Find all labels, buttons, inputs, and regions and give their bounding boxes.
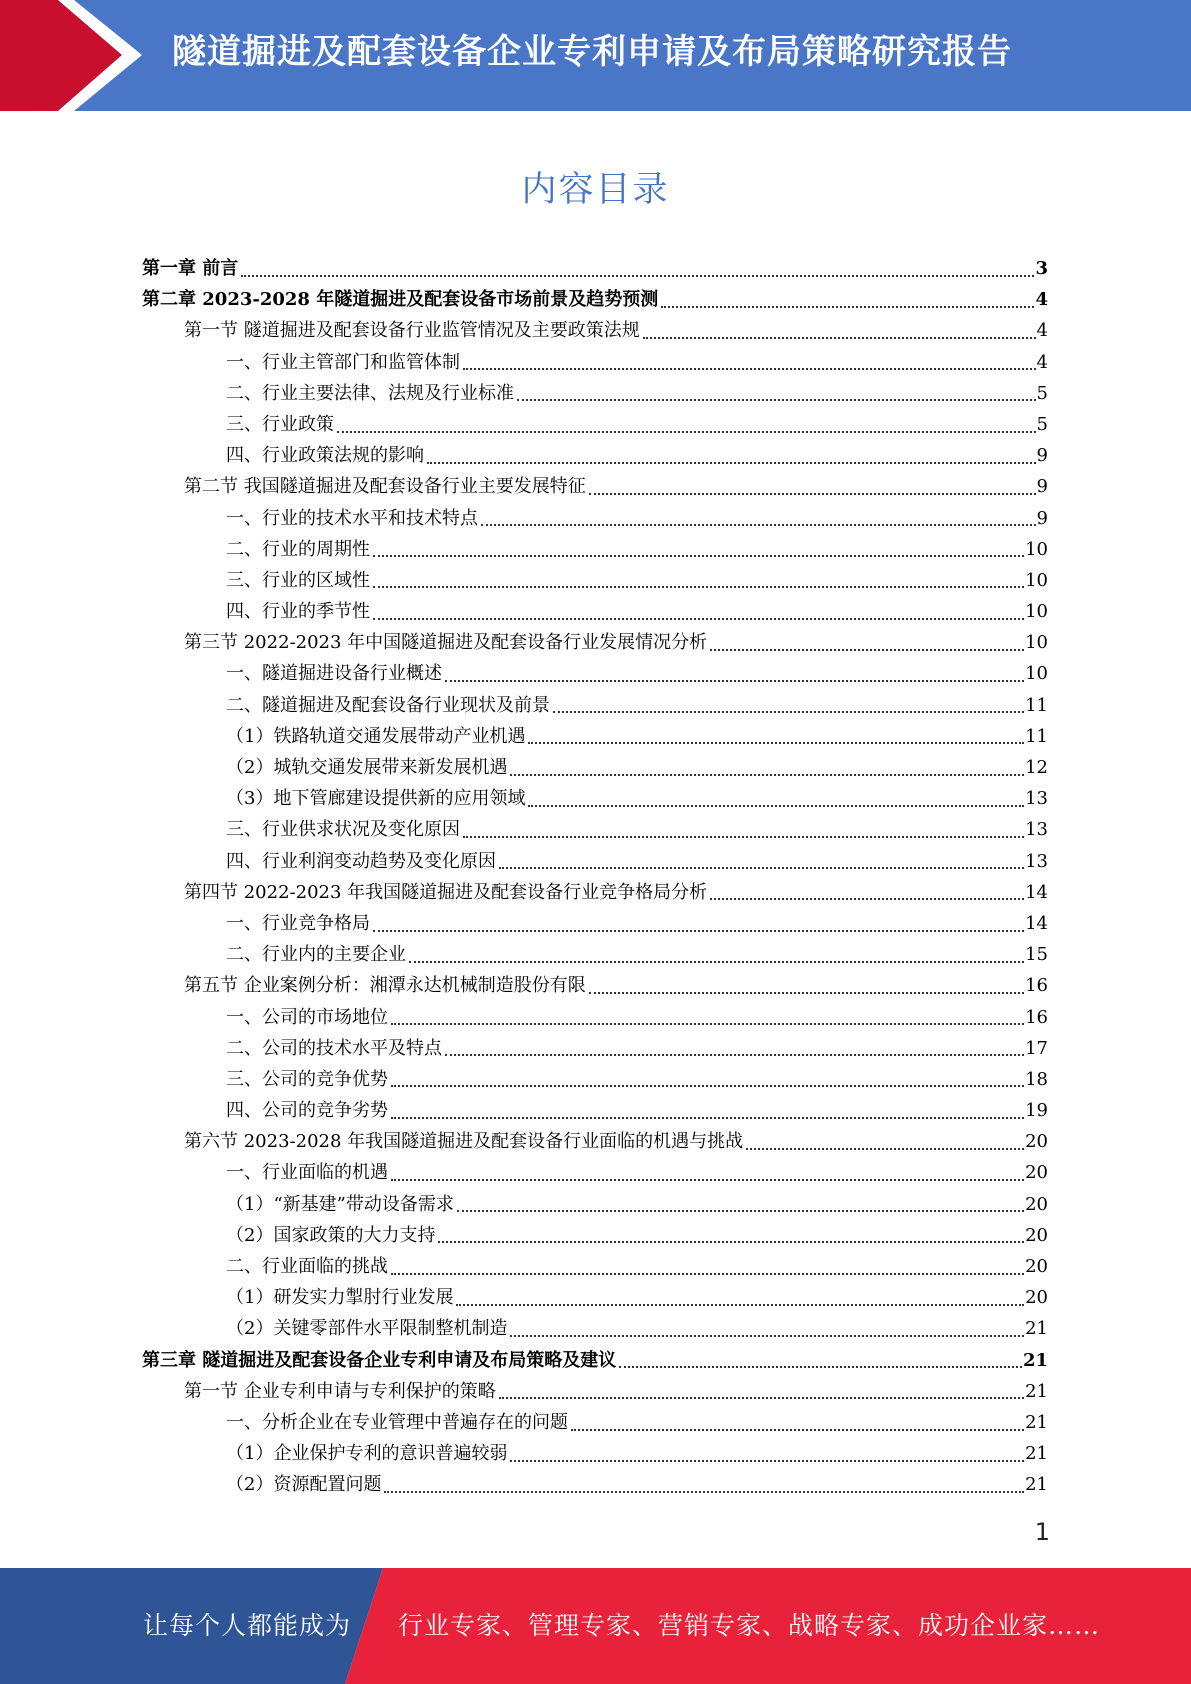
toc-dot-leader [481, 524, 1036, 526]
toc-dot-leader [373, 930, 1024, 932]
toc-entry[interactable] [142, 1469, 1048, 1500]
toc-entry-page: 10 [1025, 601, 1048, 623]
toc-entry-title: 三、公司的竞争优势 [226, 1068, 388, 1090]
toc-entry[interactable] [142, 1407, 1048, 1438]
toc-entry-title: 第一节 企业专利申请与专利保护的策略 [184, 1380, 496, 1402]
toc-entry[interactable] [142, 1438, 1048, 1469]
toc-entry[interactable] [142, 1126, 1048, 1157]
toc-entry[interactable] [142, 440, 1048, 471]
toc-entry[interactable] [142, 627, 1048, 658]
toc-entry-title: 一、行业的技术水平和技术特点 [226, 507, 478, 529]
toc-entry-page: 9 [1036, 445, 1048, 467]
toc-entry-page: 11 [1025, 694, 1048, 716]
toc-entry-page: 3 [1035, 258, 1048, 279]
footer-slogan-right: 行业专家、管理专家、营销专家、战略专家、成功企业家…… [398, 1611, 1101, 1640]
toc-entry-title: 第三节 2022-2023 年中国隧道掘进及配套设备行业发展情况分析 [184, 632, 708, 654]
toc-entry-page: 10 [1025, 538, 1048, 560]
toc-entry-title: 二、行业内的主要企业 [226, 944, 406, 966]
toc-entry-page: 4 [1036, 320, 1048, 342]
toc-entry-page: 5 [1036, 382, 1048, 404]
toc-dot-leader [589, 992, 1024, 994]
toc-entry-page: 16 [1025, 1006, 1048, 1028]
toc-entry-title: 四、行业利润变动趋势及变化原因 [226, 850, 496, 872]
toc-entry-page: 15 [1025, 944, 1048, 966]
toc-entry[interactable] [142, 1157, 1048, 1188]
toc-entry-page: 10 [1025, 663, 1048, 685]
toc-entry[interactable] [142, 1033, 1048, 1064]
toc-entry-title: （2）国家政策的大力支持 [226, 1224, 436, 1246]
toc-entry-title: 四、公司的竞争劣势 [226, 1100, 388, 1122]
toc-entry[interactable] [142, 814, 1048, 845]
toc-entry-page: 11 [1025, 725, 1048, 747]
toc-entry[interactable] [142, 409, 1048, 440]
toc-entry-title: 一、行业竞争格局 [226, 912, 370, 934]
toc-title: 内容目录 [521, 170, 670, 210]
toc-entry-page: 14 [1025, 881, 1048, 903]
toc-entry[interactable] [142, 1282, 1048, 1313]
toc-entry-page: 14 [1025, 912, 1048, 934]
toc-dot-leader [463, 368, 1036, 370]
toc-dot-leader [710, 898, 1024, 900]
toc-dot-leader [391, 1273, 1024, 1275]
toc-entry[interactable] [142, 721, 1048, 752]
toc-entry-title: （2）资源配置问题 [226, 1474, 382, 1496]
toc-entry-page: 21 [1025, 1318, 1048, 1340]
toc-entry-page: 5 [1036, 413, 1048, 435]
toc-dot-leader [445, 1054, 1024, 1056]
toc-entry-title: 一、行业主管部门和监管体制 [226, 351, 460, 373]
toc-entry-title: （1）“新基建”带动设备需求 [226, 1193, 454, 1215]
toc-entry[interactable] [142, 658, 1048, 689]
toc-dot-leader [373, 618, 1024, 620]
toc-dot-leader [409, 961, 1024, 963]
toc-entry[interactable] [142, 1002, 1048, 1033]
toc-entry-title: 一、公司的市场地位 [226, 1006, 388, 1028]
toc-entry-title: 第一节 隧道掘进及配套设备行业监管情况及主要政策法规 [184, 320, 640, 342]
toc-entry-page: 9 [1036, 507, 1048, 529]
toc-entry[interactable] [142, 1220, 1048, 1251]
toc-dot-leader [619, 1366, 1022, 1368]
toc-dot-leader [463, 836, 1024, 838]
header-banner [0, 0, 1191, 111]
toc-dot-leader [528, 805, 1024, 807]
toc-entry[interactable] [142, 939, 1048, 970]
toc-entry[interactable] [142, 1376, 1048, 1407]
toc-entry-page: 13 [1025, 850, 1048, 872]
toc-entry-title: （1）铁路轨道交通发展带动产业机遇 [226, 725, 526, 747]
toc-entry[interactable] [142, 783, 1048, 814]
footer-banner [0, 1568, 1191, 1684]
toc-entry-title: 三、行业政策 [226, 413, 334, 435]
toc-entry[interactable] [142, 1064, 1048, 1095]
toc-dot-leader [553, 711, 1024, 713]
toc-entry-page: 10 [1025, 569, 1048, 591]
toc-dot-leader [438, 1241, 1024, 1243]
toc-dot-leader [510, 774, 1024, 776]
toc-entry-title: 第二节 我国隧道掘进及配套设备行业主要发展特征 [184, 476, 586, 498]
toc-dot-leader [499, 867, 1024, 869]
toc-dot-leader [241, 275, 1034, 277]
toc-entry-page: 4 [1035, 289, 1048, 311]
toc-dot-leader [643, 337, 1036, 339]
toc-entry-title: 第一章 前言 [142, 258, 239, 279]
toc-entry-page: 19 [1025, 1100, 1048, 1122]
toc-dot-leader [391, 1117, 1024, 1119]
toc-dot-leader [510, 1460, 1024, 1462]
toc-entry-title: 二、行业的周期性 [226, 538, 370, 560]
toc-entry-title: 一、分析企业在专业管理中普遍存在的问题 [226, 1411, 568, 1433]
toc-entry[interactable] [142, 565, 1048, 596]
toc-entry-title: 第二章 2023-2028 年隧道掘进及配套设备市场前景及趋势预测 [142, 289, 659, 311]
toc-entry-title: 四、行业的季节性 [226, 601, 370, 623]
toc-entry-page: 20 [1025, 1287, 1048, 1309]
toc-entry-page: 21 [1025, 1411, 1048, 1433]
toc-dot-leader [337, 431, 1036, 433]
toc-entry-page: 21 [1025, 1474, 1048, 1496]
toc-dot-leader [391, 1023, 1024, 1025]
toc-entry[interactable] [142, 970, 1048, 1001]
toc-entry[interactable] [142, 1345, 1048, 1376]
toc-entry[interactable] [142, 690, 1048, 721]
toc-entry[interactable] [142, 471, 1048, 502]
toc-entry[interactable] [142, 347, 1048, 378]
toc-entry-title: 第五节 企业案例分析：湘潭永达机械制造股份有限 [184, 975, 586, 997]
toc-dot-leader [528, 742, 1024, 744]
toc-entry-title: （1）企业保护专利的意识普遍较弱 [226, 1443, 508, 1465]
toc-entry[interactable] [142, 534, 1048, 565]
toc-entry-page: 18 [1025, 1068, 1048, 1090]
toc-entry-title: （3）地下管廊建设提供新的应用领域 [226, 788, 526, 810]
toc-entry-title: 一、行业面临的机遇 [226, 1162, 388, 1184]
toc-entry[interactable] [142, 1189, 1048, 1220]
footer-slogan-left: 让每个人都能成为 [143, 1611, 352, 1640]
toc-entry-title: 第三章 隧道掘进及配套设备企业专利申请及布局策略及建议 [142, 1349, 617, 1371]
toc-dot-leader [456, 1304, 1024, 1306]
toc-entry-page: 17 [1025, 1037, 1048, 1059]
toc-dot-leader [589, 493, 1036, 495]
toc-entry-page: 12 [1025, 757, 1048, 778]
toc-dot-leader [661, 306, 1034, 308]
toc-dot-leader [571, 1429, 1024, 1431]
toc-entry[interactable] [142, 1095, 1048, 1126]
toc-entry-page: 16 [1025, 975, 1048, 997]
toc-entry[interactable] [142, 908, 1048, 939]
toc-dot-leader [373, 586, 1024, 588]
toc-dot-leader [499, 1397, 1024, 1399]
toc-entry-page: 21 [1025, 1380, 1048, 1402]
toc-entry-page: 20 [1025, 1224, 1048, 1246]
toc-entry-page: 21 [1025, 1443, 1048, 1465]
toc-entry-title: 三、行业供求状况及变化原因 [226, 819, 460, 841]
toc-entry-page: 20 [1025, 1131, 1048, 1153]
toc-dot-leader [710, 649, 1024, 651]
toc-dot-leader [746, 1148, 1024, 1150]
toc-entry[interactable] [142, 284, 1048, 315]
toc-dot-leader [427, 462, 1036, 464]
toc-entry-title: 二、公司的技术水平及特点 [226, 1037, 442, 1059]
toc-dot-leader [445, 680, 1024, 682]
toc-entry-title: 二、行业面临的挑战 [226, 1256, 388, 1277]
toc-entry-page: 20 [1025, 1162, 1048, 1184]
toc-dot-leader [457, 1210, 1024, 1212]
toc-entry-page: 20 [1025, 1256, 1048, 1277]
toc-entry-title: 第四节 2022-2023 年我国隧道掘进及配套设备行业竞争格局分析 [184, 881, 708, 903]
toc-entry[interactable] [142, 877, 1048, 908]
toc-dot-leader [391, 1085, 1024, 1087]
toc-entry[interactable] [142, 253, 1048, 284]
toc-entry-title: （2）城轨交通发展带来新发展机遇 [226, 757, 508, 778]
toc-entry-title: 二、行业主要法律、法规及行业标准 [226, 382, 514, 404]
toc-entry-title: 二、隧道掘进及配套设备行业现状及前景 [226, 694, 550, 716]
toc-entry-page: 13 [1025, 788, 1048, 810]
toc-entry[interactable] [142, 315, 1048, 346]
toc-entry[interactable] [142, 596, 1048, 627]
toc-entry-page: 13 [1025, 819, 1048, 841]
toc-entry[interactable] [142, 752, 1048, 783]
toc-entry[interactable] [142, 846, 1048, 877]
toc-entry-title: 三、行业的区域性 [226, 569, 370, 591]
toc-entry-page: 20 [1025, 1193, 1048, 1215]
toc-dot-leader [373, 555, 1024, 557]
toc-entry[interactable] [142, 378, 1048, 409]
toc-entry-title: 四、行业政策法规的影响 [226, 445, 424, 467]
toc-dot-leader [510, 1335, 1024, 1337]
toc-entry-title: （1）研发实力掣肘行业发展 [226, 1287, 454, 1309]
toc-dot-leader [391, 1179, 1024, 1181]
toc-dot-leader [517, 399, 1036, 401]
toc-entry-title: （2）关键零部件水平限制整机制造 [226, 1318, 508, 1340]
toc-entry-title: 第六节 2023-2028 年我国隧道掘进及配套设备行业面临的机遇与挑战 [184, 1131, 744, 1153]
toc-entry-page: 10 [1025, 632, 1048, 654]
toc-entry[interactable] [142, 503, 1048, 534]
toc-entry[interactable] [142, 1313, 1048, 1344]
toc-entry-title: 一、隧道掘进设备行业概述 [226, 663, 442, 685]
toc-dot-leader [384, 1491, 1024, 1493]
toc-entry[interactable] [142, 1251, 1048, 1282]
report-title: 隧道掘进及配套设备企业专利申请及布局策略研究报告 [172, 32, 1012, 72]
table-of-contents [142, 253, 1048, 1501]
page-number: 1 [1034, 1518, 1050, 1546]
toc-entry-page: 4 [1036, 351, 1048, 373]
toc-entry-page: 21 [1022, 1349, 1048, 1371]
toc-entry-page: 9 [1036, 476, 1048, 498]
